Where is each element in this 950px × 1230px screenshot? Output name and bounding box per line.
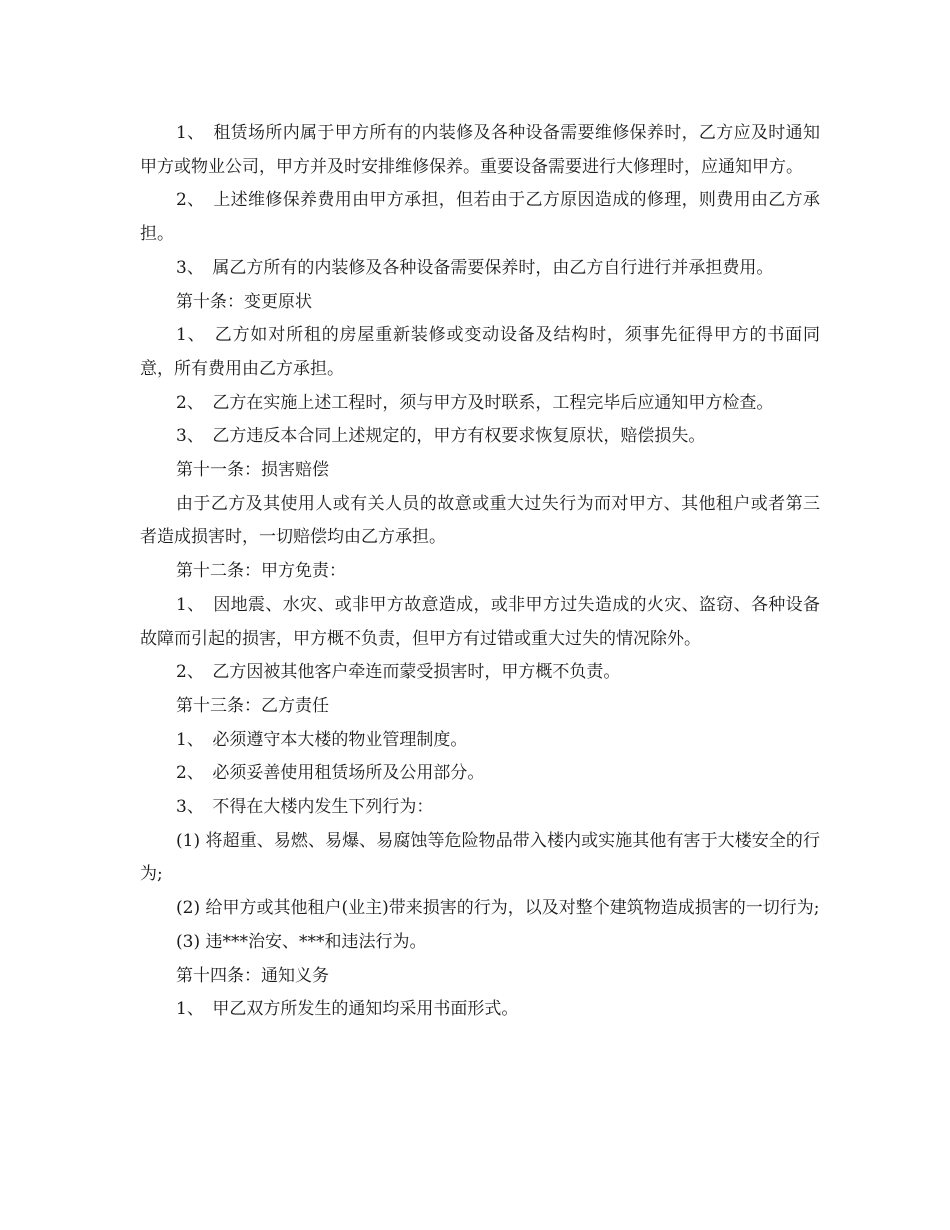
document-body [140, 117, 820, 1027]
paragraph-repair-3: 3、 属乙方所有的内装修及各种设备需要保养时，由乙方自行进行并承担费用。 [176, 257, 774, 278]
section-heading-13: 第十三条：乙方责任 [176, 695, 329, 716]
paragraph-damages: 由于乙方及其使用人或有关人员的故意或重大过失行为而对甲方、其他租户或者第三者造成损害时，一切赔偿均由乙方承担。 [140, 493, 820, 548]
paragraph-prohibited-2: (2) 给甲方或其他租户(业主)带来损害的行为，以及对整个建筑物造成损害的一切行为; [176, 898, 820, 919]
paragraph-alteration-3: 3、 乙方违反本合同上述规定的，甲方有权要求恢复原状，赔偿损失。 [176, 426, 706, 447]
paragraph-duty-3: 3、 不得在大楼内发生下列行为： [176, 797, 434, 818]
paragraph-repair-1: 1、 租赁场所内属于甲方所有的内装修及各种设备需要维修保养时，乙方应及时通知甲方或物业公司，甲方并及时安排维修保养。重要设备需要进行大修理时，应通知甲方。 [140, 123, 820, 177]
paragraph-exemption-2: 2、 乙方因被其他客户牵连而蒙受损害时，甲方概不负责。 [176, 662, 621, 683]
paragraph-alteration-2: 2、 乙方在实施上述工程时，须与甲方及时联系，工程完毕后应通知甲方检查。 [176, 392, 774, 413]
paragraph-notice-1: 1、 甲乙双方所发生的通知均采用书面形式。 [176, 999, 519, 1020]
paragraph-alteration-1: 1、 乙方如对所租的房屋重新装修或变动设备及结构时，须事先征得甲方的书面同意，所有费用由乙方承担。 [140, 325, 820, 379]
section-heading-10: 第十条：变更原状 [176, 291, 312, 312]
paragraph-repair-2: 2、 上述维修保养费用由甲方承担，但若由于乙方原因造成的修理，则费用由乙方承担。 [140, 190, 820, 245]
section-heading-14: 第十四条：通知义务 [176, 965, 329, 986]
paragraph-duty-1: 1、 必须遵守本大楼的物业管理制度。 [176, 729, 468, 750]
section-heading-11: 第十一条：损害赔偿 [176, 460, 329, 481]
paragraph-prohibited-1: (1) 将超重、易燃、易爆、易腐蚀等危险物品带入楼内或实施其他有害于大楼安全的行为; [140, 830, 820, 885]
section-heading-12: 第十二条：甲方免责： [176, 561, 346, 582]
paragraph-prohibited-3: (3) 违***治安、***和违法行为。 [176, 931, 427, 952]
paragraph-exemption-1: 1、 因地震、水灾、或非甲方故意造成，或非甲方过失造成的火灾、盗窃、各种设备故障而引起的损害，甲方概不负责，但甲方有过错或重大过失的情况除外。 [140, 594, 820, 649]
paragraph-duty-2: 2、 必须妥善使用租赁场所及公用部分。 [176, 763, 485, 784]
